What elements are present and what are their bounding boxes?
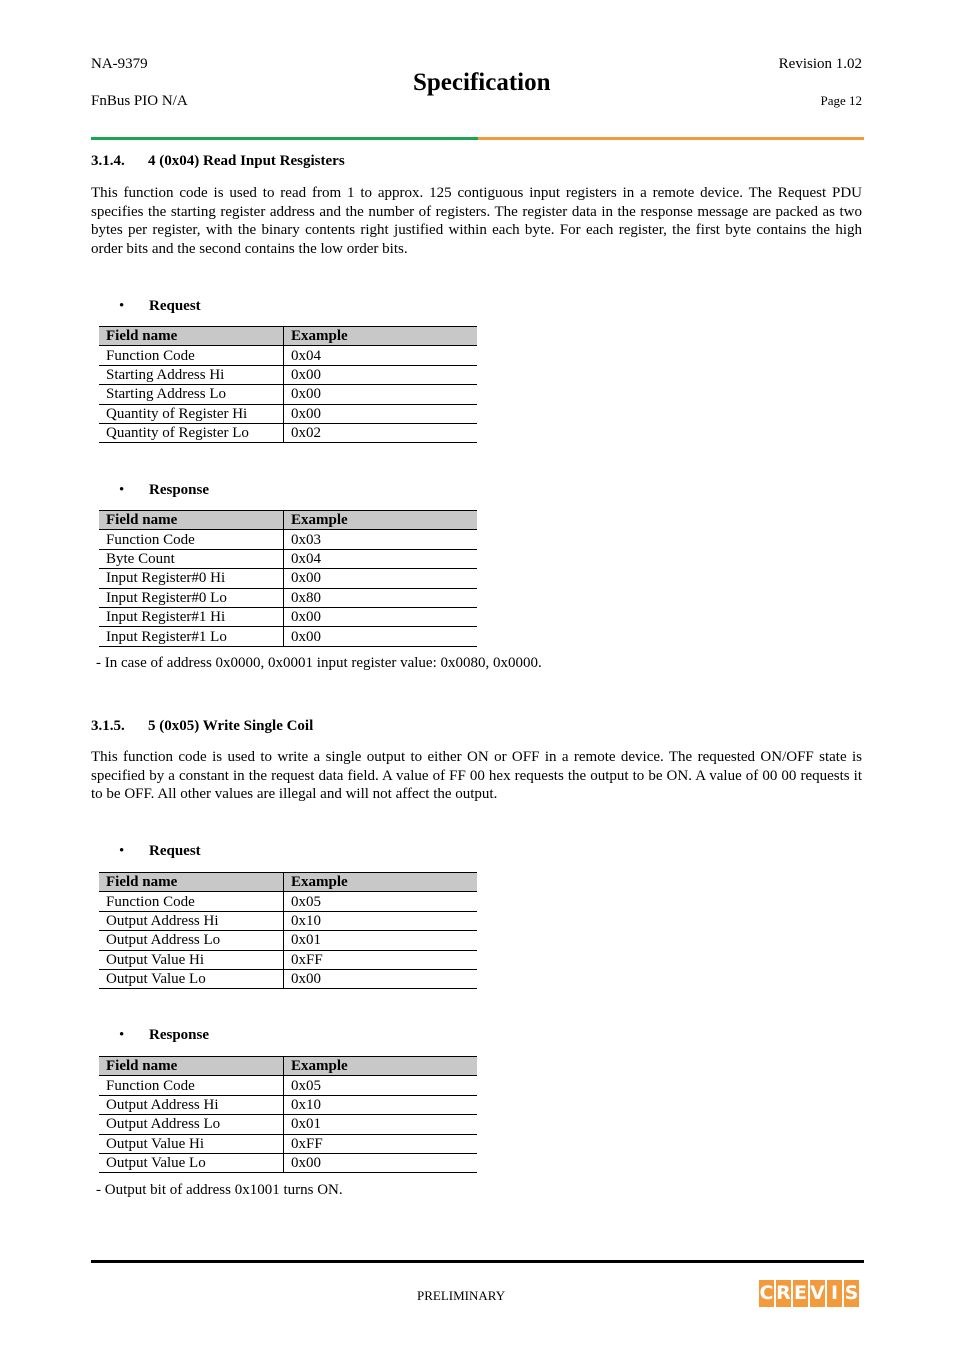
field-name-cell: Starting Address Lo bbox=[99, 385, 284, 404]
crevis-logo bbox=[759, 1280, 859, 1307]
page-title: Specification bbox=[413, 69, 551, 96]
column-header-example: Example bbox=[284, 1057, 478, 1076]
example-cell: 0x10 bbox=[284, 1095, 478, 1114]
field-name-cell: Output Address Hi bbox=[99, 1095, 284, 1114]
example-cell: 0x04 bbox=[284, 346, 478, 365]
example-cell: 0x00 bbox=[284, 607, 478, 626]
table-header-row bbox=[99, 511, 477, 530]
header-rule bbox=[91, 137, 864, 140]
example-cell: 0x00 bbox=[284, 627, 478, 646]
column-header-example: Example bbox=[284, 511, 478, 530]
section-315-number: 3.1.5. bbox=[91, 718, 125, 734]
field-name-cell: Output Value Lo bbox=[99, 1153, 284, 1172]
example-cell: 0x00 bbox=[284, 385, 478, 404]
field-name-cell: Output Address Lo bbox=[99, 1115, 284, 1134]
example-cell: 0x00 bbox=[284, 365, 478, 384]
bullet-icon: • bbox=[119, 1027, 125, 1043]
table-row bbox=[99, 911, 477, 930]
table-row bbox=[99, 346, 477, 365]
example-cell: 0x00 bbox=[284, 1153, 478, 1172]
example-cell: 0x00 bbox=[284, 569, 478, 588]
table-row bbox=[99, 892, 477, 911]
table-row bbox=[99, 969, 477, 988]
example-cell: 0x03 bbox=[284, 530, 478, 549]
example-cell: 0x10 bbox=[284, 911, 478, 930]
example-cell: 0x01 bbox=[284, 931, 478, 950]
table-row bbox=[99, 588, 477, 607]
section-314-number: 3.1.4. bbox=[91, 153, 125, 169]
table-row bbox=[99, 950, 477, 969]
field-name-cell: Input Register#1 Hi bbox=[99, 607, 284, 626]
logo-letter: R bbox=[776, 1280, 791, 1307]
field-name-cell: Input Register#0 Lo bbox=[99, 588, 284, 607]
section-315-response-label: • Response bbox=[119, 1027, 210, 1043]
logo-letter: V bbox=[810, 1280, 825, 1307]
field-name-cell: Input Register#1 Lo bbox=[99, 627, 284, 646]
field-name-cell: Function Code bbox=[99, 346, 284, 365]
section-314-request-label: • Request bbox=[119, 298, 201, 314]
example-cell: 0x05 bbox=[284, 892, 478, 911]
bullet-icon: • bbox=[119, 843, 125, 859]
section-315-note: - Output bit of address 0x1001 turns ON. bbox=[96, 1182, 343, 1198]
field-name-cell: Starting Address Hi bbox=[99, 365, 284, 384]
table-row bbox=[99, 1115, 477, 1134]
example-cell: 0x01 bbox=[284, 1115, 478, 1134]
footer-rule bbox=[91, 1260, 864, 1263]
column-header-example: Example bbox=[284, 873, 478, 892]
example-cell: 0xFF bbox=[284, 1134, 478, 1153]
product-name: FnBus PIO N/A bbox=[91, 93, 188, 109]
column-header-field-name: Field name bbox=[99, 1057, 284, 1076]
field-name-cell: Input Register#0 Hi bbox=[99, 569, 284, 588]
table-row bbox=[99, 1095, 477, 1114]
example-cell: 0x00 bbox=[284, 969, 478, 988]
table-header-row bbox=[99, 1057, 477, 1076]
field-name-cell: Quantity of Register Lo bbox=[99, 423, 284, 442]
logo-letter: E bbox=[793, 1280, 808, 1307]
field-name-cell: Output Address Lo bbox=[99, 931, 284, 950]
field-name-cell: Byte Count bbox=[99, 549, 284, 568]
bullet-icon: • bbox=[119, 482, 125, 498]
field-name-cell: Function Code bbox=[99, 1076, 284, 1095]
section-315-paragraph: This function code is used to write a single output to either ON or OFF in a remote device. The requested ON/OFF state is specified by a constant in the request data field. A value of FF 00 hex requests the output to be ON. A value of 00 00 requests it to be OFF. All other values are illegal and will not affect the output. bbox=[91, 749, 862, 802]
logo-letter: C bbox=[759, 1280, 774, 1307]
field-name-cell: Output Address Hi bbox=[99, 911, 284, 930]
field-name-cell: Output Value Hi bbox=[99, 950, 284, 969]
doc-id: NA-9379 bbox=[91, 56, 148, 72]
field-name-cell: Output Value Lo bbox=[99, 969, 284, 988]
revision: Revision 1.02 bbox=[778, 56, 862, 72]
column-header-field-name: Field name bbox=[99, 511, 284, 530]
table-row bbox=[99, 607, 477, 626]
table-row bbox=[99, 549, 477, 568]
section-314-paragraph: This function code is used to read from 1 to approx. 125 contiguous input registers in a remote device. The Request PDU specifies the starting register address and the number of registers. The register data in the response message are packed as two bytes per register, with the binary contents right justified within each byte. For each register, the first byte contains the high order bits and the second contains the low order bits. bbox=[91, 185, 862, 257]
table-header-row bbox=[99, 327, 477, 346]
table-row bbox=[99, 569, 477, 588]
table-row bbox=[99, 1134, 477, 1153]
table-row bbox=[99, 1076, 477, 1095]
table-row bbox=[99, 404, 477, 423]
field-name-cell: Quantity of Register Hi bbox=[99, 404, 284, 423]
field-name-cell: Output Value Hi bbox=[99, 1134, 284, 1153]
field-name-cell: Function Code bbox=[99, 530, 284, 549]
table-row bbox=[99, 530, 477, 549]
section-315-response-table bbox=[99, 1056, 477, 1173]
section-314-title: 4 (0x04) Read Input Resgisters bbox=[148, 153, 345, 169]
table-row bbox=[99, 365, 477, 384]
field-name-cell: Function Code bbox=[99, 892, 284, 911]
example-cell: 0x04 bbox=[284, 549, 478, 568]
table-row bbox=[99, 931, 477, 950]
table-row bbox=[99, 385, 477, 404]
column-header-field-name: Field name bbox=[99, 327, 284, 346]
column-header-example: Example bbox=[284, 327, 478, 346]
section-314-heading bbox=[91, 153, 345, 170]
example-cell: 0xFF bbox=[284, 950, 478, 969]
example-cell: 0x05 bbox=[284, 1076, 478, 1095]
section-315-request-table bbox=[99, 872, 477, 989]
table-row bbox=[99, 1153, 477, 1172]
bullet-icon: • bbox=[119, 298, 125, 314]
page-number: Page 12 bbox=[820, 93, 862, 108]
footer-status: PRELIMINARY bbox=[417, 1288, 506, 1303]
section-314-response-table bbox=[99, 510, 477, 647]
section-314-response-label: • Response bbox=[119, 482, 210, 498]
table-row bbox=[99, 423, 477, 442]
section-314-request-table bbox=[99, 326, 477, 443]
example-cell: 0x00 bbox=[284, 404, 478, 423]
table-row bbox=[99, 627, 477, 646]
logo-letter: S bbox=[844, 1280, 859, 1307]
section-315-heading bbox=[91, 718, 313, 735]
example-cell: 0x02 bbox=[284, 423, 478, 442]
section-314-note: - In case of address 0x0000, 0x0001 input register value: 0x0080, 0x0000. bbox=[96, 655, 542, 671]
logo-letter: I bbox=[827, 1280, 842, 1307]
example-cell: 0x80 bbox=[284, 588, 478, 607]
column-header-field-name: Field name bbox=[99, 873, 284, 892]
section-315-request-label: • Request bbox=[119, 843, 201, 859]
table-header-row bbox=[99, 873, 477, 892]
section-315-title: 5 (0x05) Write Single Coil bbox=[148, 718, 314, 734]
